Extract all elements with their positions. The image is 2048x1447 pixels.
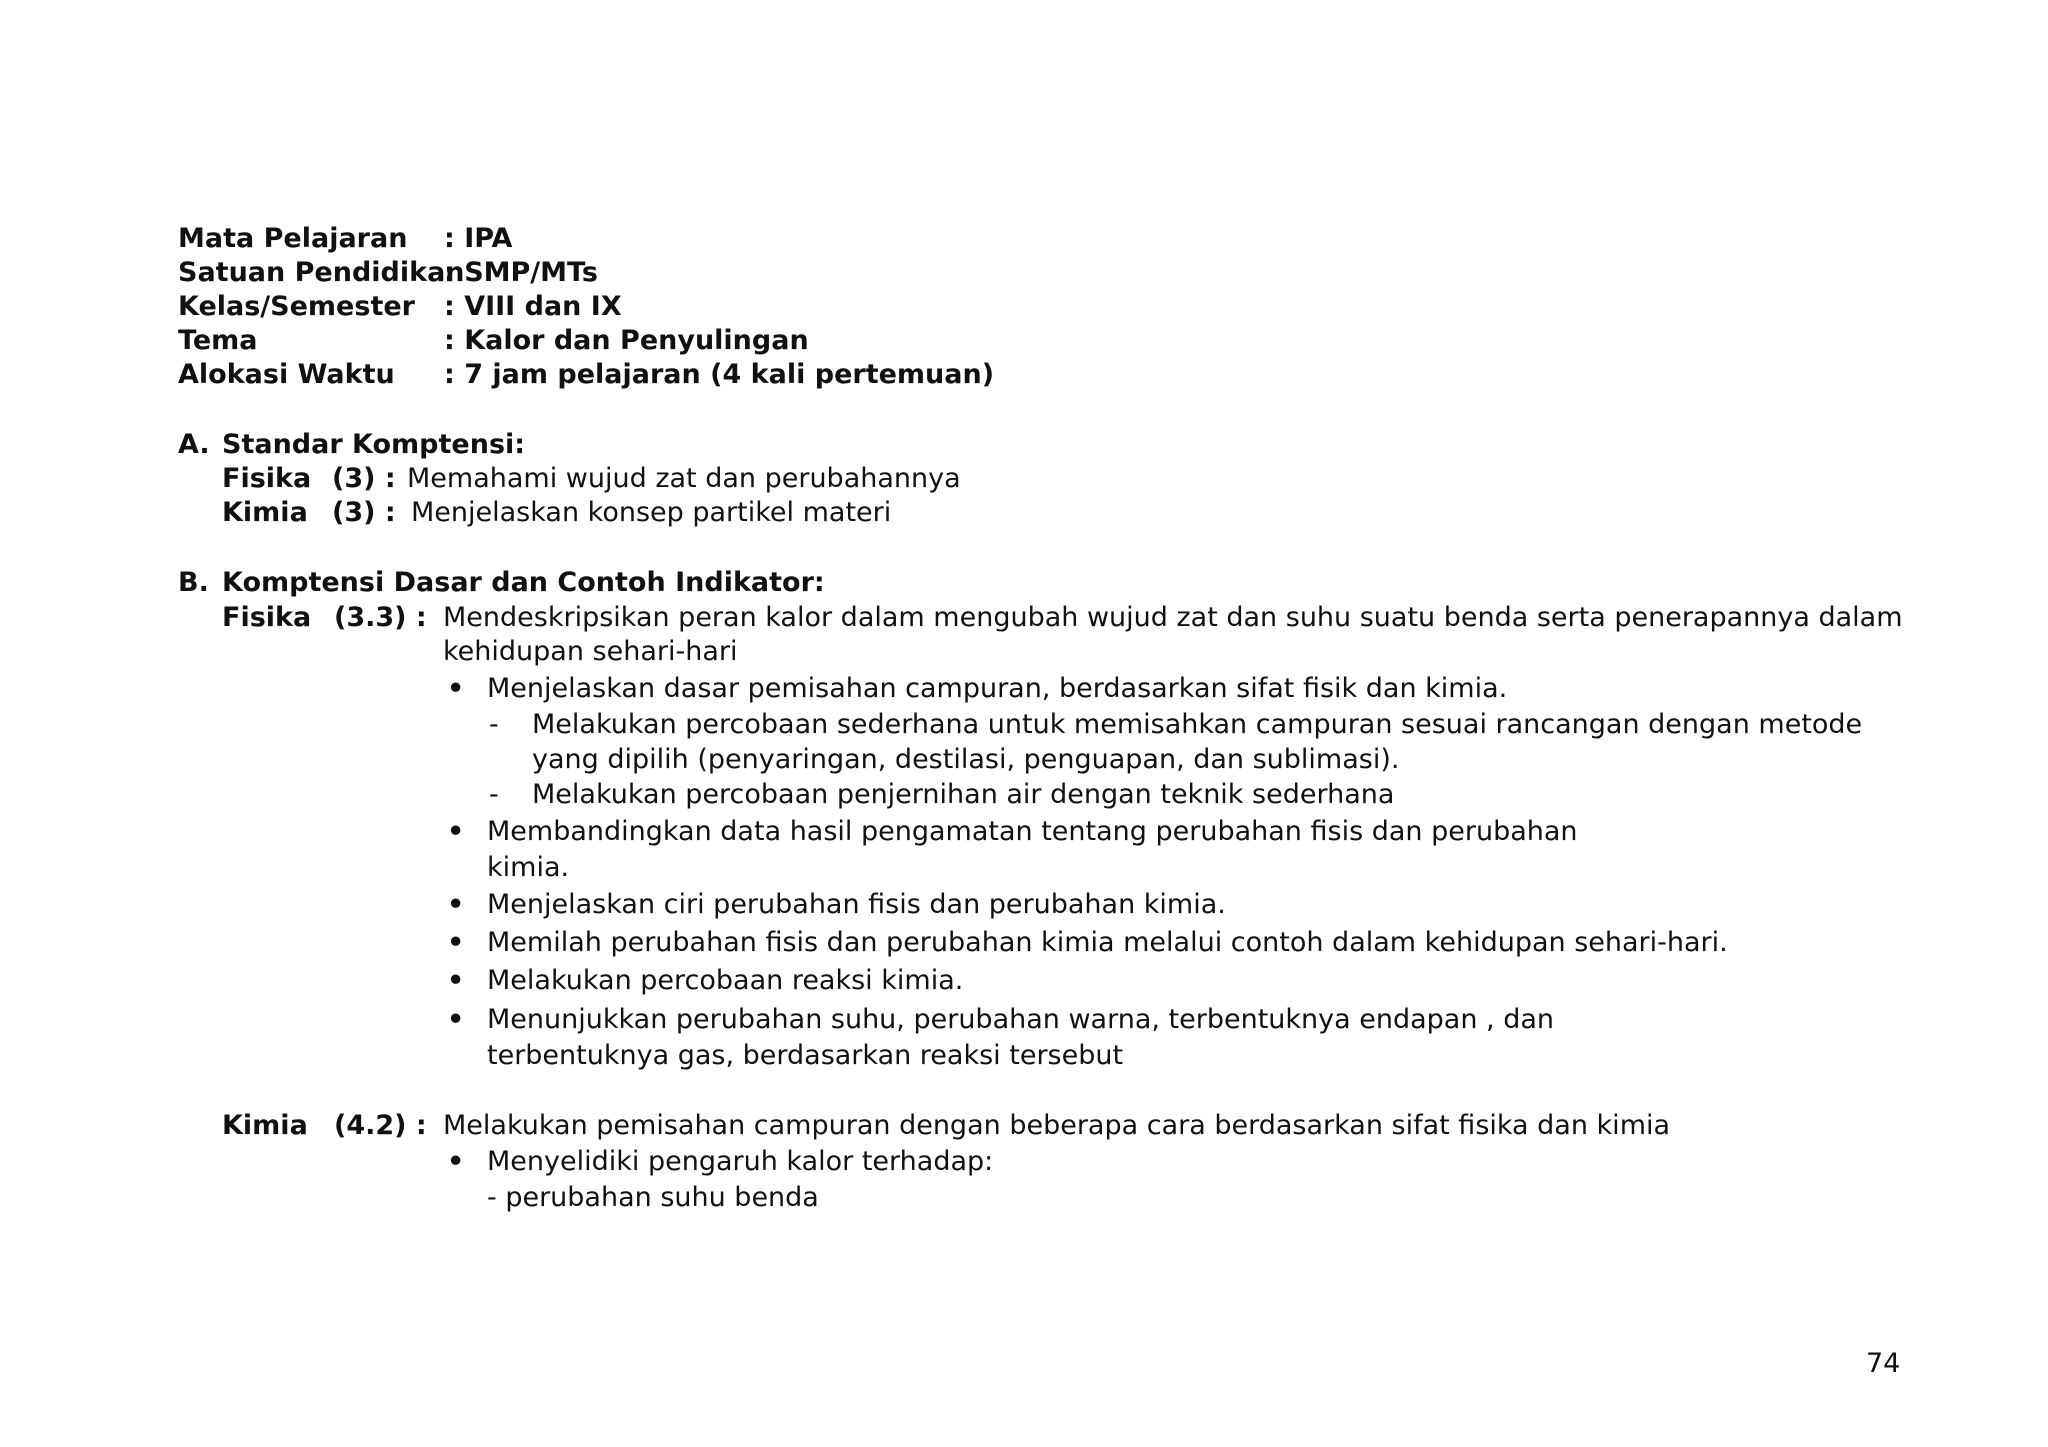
fisika-indicator-4: Memilah perubahan fisis dan perubahan kimia melalui contoh dalam kehidupan sehari-hari. xyxy=(487,927,1728,958)
header-label-subject: Mata Pelajaran xyxy=(178,223,408,254)
section-a-kimia-subject: Kimia xyxy=(222,497,308,528)
header-value-theme: : Kalor dan Penyulingan xyxy=(444,325,809,356)
section-a-title: Standar Komptensi: xyxy=(222,429,526,460)
bullet-icon: • xyxy=(447,816,465,847)
section-a-fisika-subject: Fisika xyxy=(222,463,312,494)
section-a-letter: A. xyxy=(178,429,210,460)
page-number: 74 xyxy=(1866,1348,1901,1379)
fisika-indicator-1-sub-2: Melakukan percobaan penjernihan air dengan teknik sederhana xyxy=(532,779,1395,810)
section-b-fisika-code: (3.3) : xyxy=(334,602,427,633)
section-b-letter: B. xyxy=(178,567,209,598)
fisika-indicator-1-sub-1: Melakukan percobaan sederhana untuk memisahkan campuran sesuai rancangan dengan metode xyxy=(532,709,1863,740)
section-a-fisika-code: (3) : xyxy=(332,463,396,494)
header-value-subject: : IPA xyxy=(444,223,513,254)
bullet-icon: • xyxy=(447,1146,465,1177)
header-label-class-semester: Kelas/Semester xyxy=(178,291,415,322)
section-a-kimia-code: (3) : xyxy=(332,497,396,528)
kimia-indicator-1: Menyelidiki pengaruh kalor terhadap: xyxy=(487,1146,994,1177)
bullet-icon: • xyxy=(447,927,465,958)
fisika-indicator-1: Menjelaskan dasar pemisahan campuran, berdasarkan sifat fisik dan kimia. xyxy=(487,673,1508,704)
header-label-theme: Tema xyxy=(178,325,258,356)
section-b-fisika-text-cont: kehidupan sehari-hari xyxy=(443,636,738,667)
fisika-indicator-1-sub-1-cont: yang dipilih (penyaringan, destilasi, penguapan, dan sublimasi). xyxy=(532,744,1400,775)
dash-icon: - xyxy=(489,709,499,740)
bullet-icon: • xyxy=(447,965,465,996)
bullet-icon: • xyxy=(447,673,465,704)
bullet-icon: • xyxy=(447,889,465,920)
header-value-education-unit: : SMP/MTs xyxy=(444,257,598,288)
fisika-indicator-6-cont: terbentuknya gas, berdasarkan reaksi tersebut xyxy=(487,1040,1124,1071)
section-a-fisika-text: Memahami wujud zat dan perubahannya xyxy=(407,463,961,494)
header-label-time-allocation: Alokasi Waktu xyxy=(178,359,395,390)
fisika-indicator-5: Melakukan percobaan reaksi kimia. xyxy=(487,965,964,996)
section-a-kimia-text: Menjelaskan konsep partikel materi xyxy=(411,497,892,528)
section-b-fisika-text: Mendeskripsikan peran kalor dalam mengubah wujud zat dan suhu suatu benda serta penerapannya dalam xyxy=(443,602,1903,633)
section-b-kimia-text: Melakukan pemisahan campuran dengan beberapa cara berdasarkan sifat fisika dan kimia xyxy=(443,1110,1671,1141)
fisika-indicator-3: Menjelaskan ciri perubahan fisis dan perubahan kimia. xyxy=(487,889,1226,920)
dash-icon: - xyxy=(489,779,499,810)
header-label-education-unit: Satuan Pendidikan xyxy=(178,257,465,288)
section-b-kimia-subject: Kimia xyxy=(222,1110,308,1141)
kimia-indicator-1-sub-1: - perubahan suhu benda xyxy=(487,1182,819,1213)
fisika-indicator-2: Membandingkan data hasil pengamatan tentang perubahan fisis dan perubahan xyxy=(487,816,1578,847)
section-b-title: Komptensi Dasar dan Contoh Indikator: xyxy=(222,567,825,598)
fisika-indicator-2-cont: kimia. xyxy=(487,852,570,883)
header-value-class-semester: : VIII dan IX xyxy=(444,291,622,322)
section-b-fisika-subject: Fisika xyxy=(222,602,312,633)
bullet-icon: • xyxy=(447,1004,465,1035)
section-b-kimia-code: (4.2) : xyxy=(334,1110,427,1141)
header-value-time-allocation: : 7 jam pelajaran (4 kali pertemuan) xyxy=(444,359,995,390)
fisika-indicator-6: Menunjukkan perubahan suhu, perubahan warna, terbentuknya endapan , dan xyxy=(487,1004,1555,1035)
